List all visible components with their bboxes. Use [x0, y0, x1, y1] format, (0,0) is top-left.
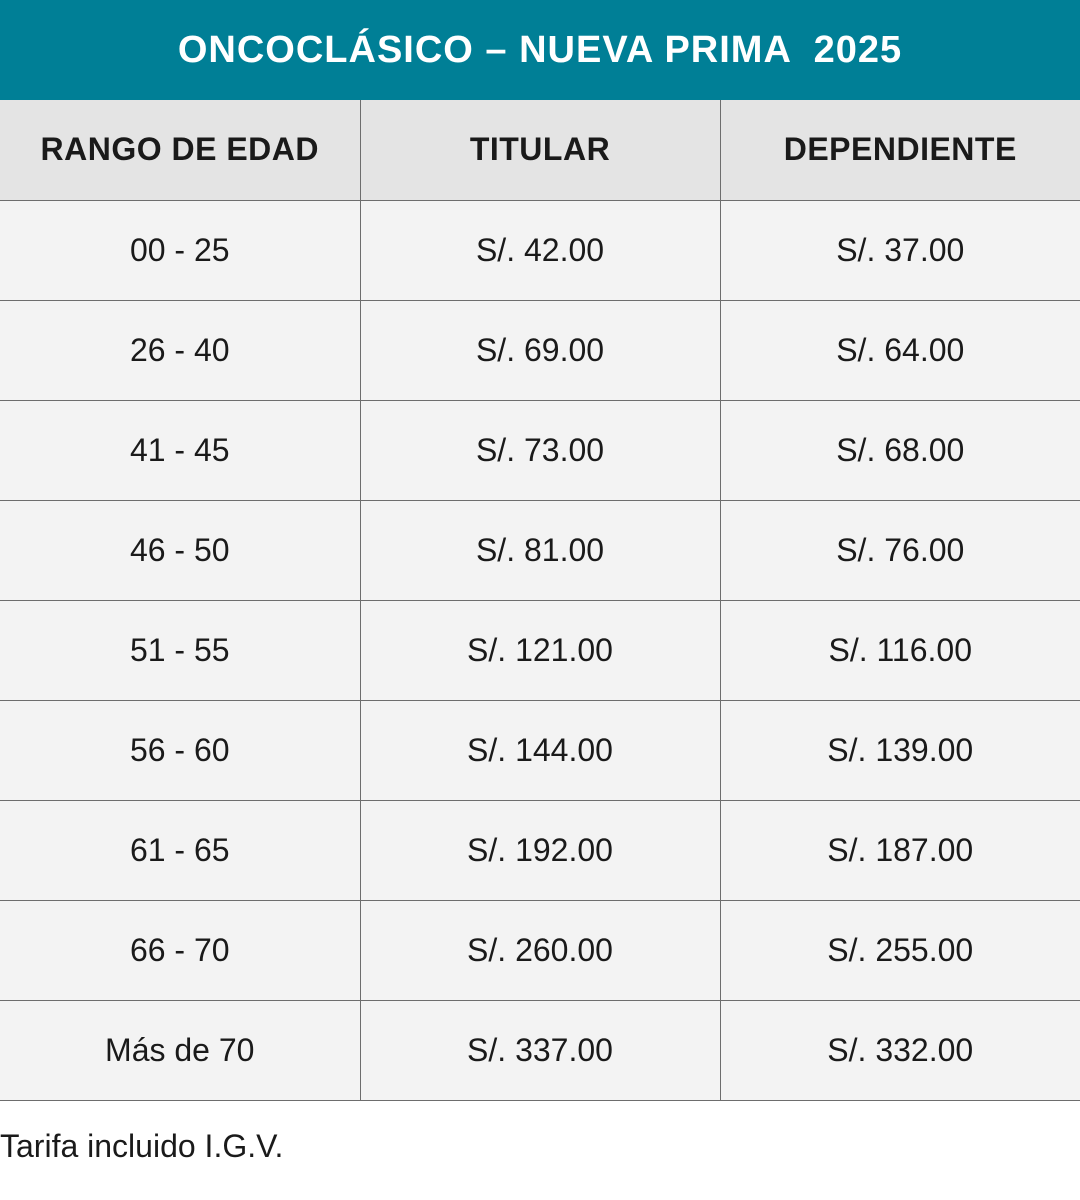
table-header-row	[0, 100, 1080, 200]
titular-price-cell: S/. 42.00	[360, 200, 720, 300]
dependiente-price-cell: S/. 76.00	[720, 500, 1080, 600]
dependiente-price-cell: S/. 68.00	[720, 400, 1080, 500]
table-row	[0, 900, 1080, 1000]
titular-price-cell: S/. 121.00	[360, 600, 720, 700]
age-range-cell: Más de 70	[0, 1000, 360, 1100]
dependiente-price-cell: S/. 64.00	[720, 300, 1080, 400]
age-range-cell: 00 - 25	[0, 200, 360, 300]
titular-price-cell: S/. 192.00	[360, 800, 720, 900]
age-range-cell: 56 - 60	[0, 700, 360, 800]
dependiente-price-cell: S/. 116.00	[720, 600, 1080, 700]
titular-price-cell: S/. 337.00	[360, 1000, 720, 1100]
age-range-cell: 46 - 50	[0, 500, 360, 600]
dependiente-price-cell: S/. 37.00	[720, 200, 1080, 300]
column-header-age-range: RANGO DE EDAD	[0, 100, 360, 200]
dependiente-price-cell: S/. 139.00	[720, 700, 1080, 800]
titular-price-cell: S/. 81.00	[360, 500, 720, 600]
age-range-cell: 41 - 45	[0, 400, 360, 500]
table-row	[0, 300, 1080, 400]
dependiente-price-cell: S/. 255.00	[720, 900, 1080, 1000]
dependiente-price-cell: S/. 187.00	[720, 800, 1080, 900]
age-range-cell: 61 - 65	[0, 800, 360, 900]
title-banner	[0, 0, 1080, 100]
titular-price-cell: S/. 144.00	[360, 700, 720, 800]
column-header-titular: TITULAR	[360, 100, 720, 200]
page-title: ONCOCLÁSICO – NUEVA PRIMA 2025	[177, 28, 903, 71]
table-row	[0, 700, 1080, 800]
age-range-cell: 51 - 55	[0, 600, 360, 700]
table-row	[0, 1000, 1080, 1100]
tax-footnote: Tarifa incluido I.G.V.	[0, 1128, 284, 1164]
titular-price-cell: S/. 69.00	[360, 300, 720, 400]
table-row	[0, 200, 1080, 300]
age-range-cell: 66 - 70	[0, 900, 360, 1000]
dependiente-price-cell: S/. 332.00	[720, 1000, 1080, 1100]
table-row	[0, 600, 1080, 700]
titular-price-cell: S/. 73.00	[360, 400, 720, 500]
titular-price-cell: S/. 260.00	[360, 900, 720, 1000]
premium-table	[0, 100, 1080, 1101]
age-range-cell: 26 - 40	[0, 300, 360, 400]
table-row	[0, 800, 1080, 900]
column-header-dependiente: DEPENDIENTE	[720, 100, 1080, 200]
table-row	[0, 500, 1080, 600]
table-row	[0, 400, 1080, 500]
